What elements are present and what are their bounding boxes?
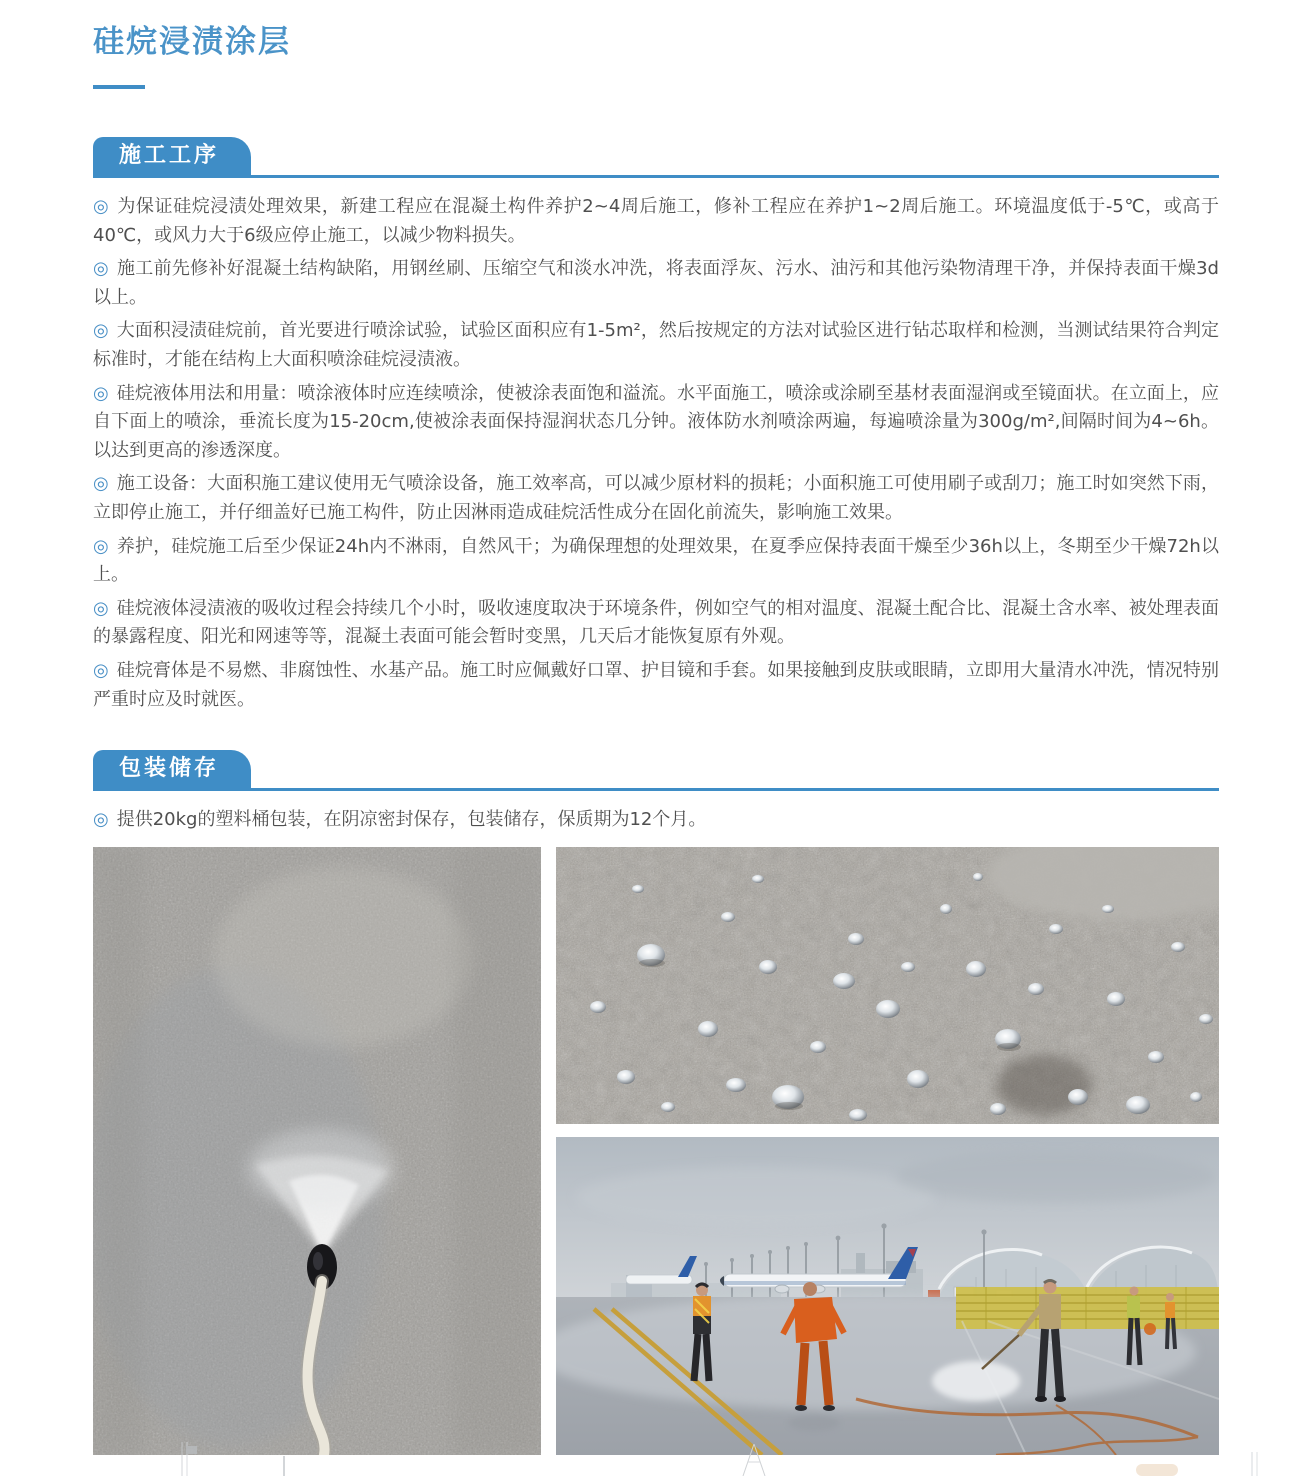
bullet-paragraph [93, 595, 1219, 652]
bullet-paragraph [93, 806, 1219, 835]
section-header-bar [93, 137, 1219, 178]
next-page-faint-pole [178, 1442, 200, 1476]
photo-column-right [556, 847, 1219, 1455]
section-body [93, 806, 1219, 835]
bullet-text: 大面积浸渍硅烷前，首光要进行喷涂试验，试验区面积应有1-5m²，然后按规定的方法对试验区进行钻芯取样和检测，当测试结果符合判定标准时，才能在结构上大面积喷涂硅烷浸渍液。 [93, 320, 1219, 370]
ring-bullet-icon: ◎ [93, 382, 109, 404]
photo-water-beading-svg [556, 847, 1219, 1124]
bullet-text: 硅烷膏体是不易燃、非腐蚀性、水基产品。施工时应佩戴好口罩、护目镜和手套。如果接触到皮肤或眼睛，立即用大量清水冲洗，情况特别严重时应及时就医。 [93, 659, 1219, 710]
content-column [93, 0, 1219, 1455]
bullet-paragraph [93, 470, 1219, 527]
spray-mist [932, 1361, 1020, 1401]
ring-bullet-icon: ◎ [93, 258, 109, 280]
bullet-text: 施工设备：大面积施工建议使用无气喷涂设备，施工效率高，可以减少原材料的损耗；小面积施工可使用刷子或刮刀；施工时如突然下雨，立即停止施工，并仔细盖好已施工构件，防止因淋雨造成硅烷活性成分在固化前流失，影响施工效果。 [93, 473, 1219, 523]
ring-bullet-icon: ◎ [93, 809, 109, 831]
next-page-faint-tower [736, 1444, 772, 1476]
section-body [93, 193, 1219, 714]
photo-airport-svg [556, 1137, 1219, 1455]
bullet-text: 硅烷液体浸渍液的吸收过程会持续几个小时，吸收速度取决于环境条件，例如空气的相对温度、混凝土配合比、混凝土含水率、被处理表面的暴露程度、阳光和网速等等，混凝土表面可能会暂时变黑，几天后才能恢复原有外观。 [93, 597, 1219, 648]
bullet-text: 为保证硅烷浸渍处理效果，新建工程应在混凝土构件养护2~4周后施工，修补工程应在养护1~2周后施工。环境温度低于-5℃，或高于40℃，或风力大于6级应停止施工，以减少物料损失。 [93, 196, 1219, 246]
bullet-paragraph [93, 317, 1219, 374]
photo-grid [93, 847, 1219, 1455]
section-heading-badge: 包装储存 [93, 750, 251, 788]
bullet-paragraph [93, 533, 1219, 590]
photo-silane-spray-wall-svg [93, 847, 541, 1455]
ring-bullet-icon: ◎ [93, 535, 109, 557]
next-page-faint-orange [1136, 1464, 1178, 1476]
bullet-paragraph [93, 255, 1219, 312]
bullet-text: 施工前先修补好混凝土结构缺陷，用钢丝刷、压缩空气和淡水冲洗，将表面浮灰、污水、油污和其他污染物清理干净，并保持表面干燥3d以上。 [93, 258, 1219, 308]
next-page-faint-line [283, 1456, 285, 1476]
bullet-text: 养护，硅烷施工后至少保证24h内不淋雨，自然风干；为确保理想的处理效果，在夏季应保持表面干燥至少36h以上，冬期至少干燥72h以上。 [93, 535, 1219, 586]
photo-airport-apron-spraying [556, 1137, 1219, 1455]
ring-bullet-icon: ◎ [93, 473, 109, 495]
bullet-paragraph [93, 193, 1219, 250]
ring-bullet-icon: ◎ [93, 320, 109, 342]
ring-bullet-icon: ◎ [93, 597, 109, 619]
section-heading-badge: 施工工序 [93, 137, 251, 175]
next-page-faint-lines-right [1250, 1452, 1260, 1476]
bullet-paragraph [93, 657, 1219, 714]
bullet-text: 硅烷液体用法和用量：喷涂液体时应连续喷涂，使被涂表面饱和溢流。水平面施工，喷涂或涂刷至基材表面湿润或至镜面状。在立面上，应自下面上的喷涂，垂流长度为15-20cm,使被涂表面保持湿润状态几分钟。液体防水剂喷涂两遍，每遍喷涂量为300g/m²,间隔时间为4~6h。以达到更高的渗透深度。 [93, 382, 1219, 461]
ring-bullet-icon: ◎ [93, 659, 109, 681]
page-title: 硅烷浸渍涂层 [93, 24, 291, 60]
bullet-text: 提供20kg的塑料桶包装，在阴凉密封保存，包装储存，保质期为12个月。 [116, 809, 707, 831]
photo-water-beading-concrete [556, 847, 1219, 1124]
title-underline-dash [93, 85, 145, 89]
bullet-paragraph [93, 380, 1219, 466]
section-header-bar [93, 750, 1219, 791]
ring-bullet-icon: ◎ [93, 196, 110, 217]
photo-silane-spray-wall [93, 847, 541, 1455]
